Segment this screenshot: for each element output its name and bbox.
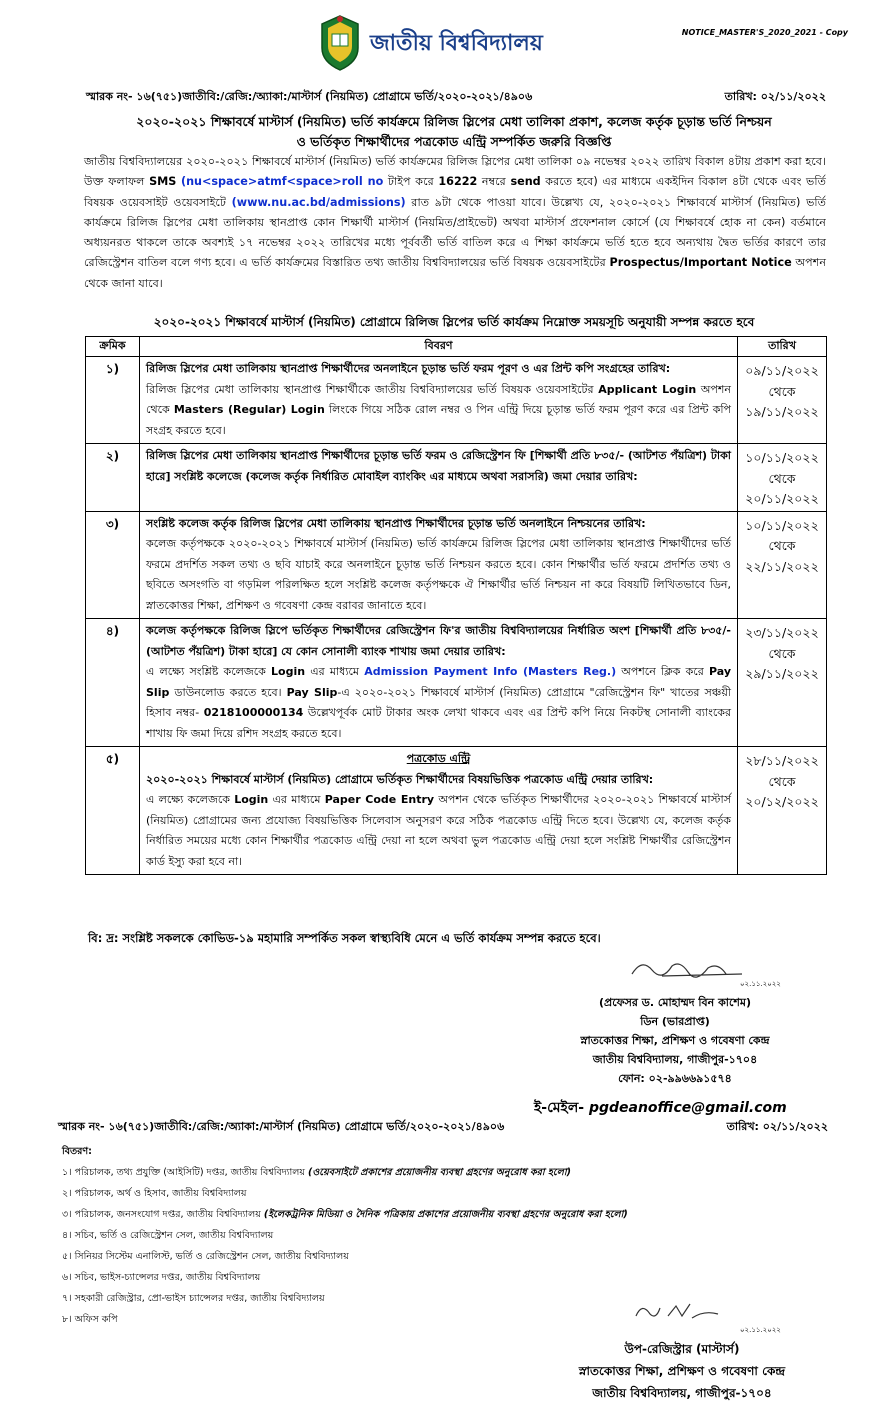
signature-date: ০২.১১.২০২২ (740, 980, 781, 988)
memo2-date: তারিখ: ০২/১১/২০২২ (726, 1120, 828, 1133)
body-text-4: করতে হবে) এর মাধ্যমে একইদিন বিকাল ৪টা থেকে এবং ভর্তি বিষয়ক ওয়েবসাইট ওয়েবসাইটে (84, 175, 826, 209)
signer-name: (প্রফেসর ড. মোহাম্মদ বিন কাশেম) (598, 996, 752, 1009)
table-row (86, 357, 827, 444)
prospectus-option: Prospectus/Important Notice (609, 256, 792, 270)
row-serial: ৩) (86, 511, 140, 619)
row-title: রিলিজ স্লিপের মেধা তালিকায় স্থানপ্রাপ্ত শিক্ষার্থীদের চূড়ান্ত ভর্তি ফরম ও রেজিস্ট্রেশন ফি [শিক্ষার্থী প্রতি ৮৩৫/- (আটশত পঁয়ত্রিশ) টাকা হারে] সংশ্লিষ্ট কলেজে (কলেজ কর্তৃক নির্ধারিত মোবাইল ব্যাংকিং এর মাধ্যমে অথবা সরাসরি) জমা দেয়ার তারিখ: (146, 449, 731, 483)
row-date-range: ১০/১১/২০২২ থেকে ২২/১১/২০২২ (738, 511, 827, 619)
signer-address: জাতীয় বিশ্ববিদ্যালয়, গাজীপুর-১৭০৪ (592, 1053, 758, 1066)
footnote: বি: দ্র: সংশ্লিষ্ট সকলকে কোভিড-১৯ মহামারি সম্পর্কিত সকল স্বাস্থ্যবিধি মেনে এ ভর্তি কার্যক্রম সম্পন্ন করতে হবে। (88, 931, 601, 945)
headline-line-1: ২০২০-২০২১ শিক্ষাবর্ষে মাস্টার্স (নিয়মিত) ভর্তি কার্যক্রমে রিলিজ স্লিপের মেধা তালিকা প্রকাশ, কলেজ কর্তৃক চূড়ান্ত ভর্তি নিশ্চয়ন (136, 114, 772, 129)
signer-block-2 (562, 1338, 802, 1404)
row-date-range: ১০/১১/২০২২ থেকে ২০/১১/২০২২ (738, 444, 827, 512)
account-number: 0218100000134 (203, 706, 304, 719)
row-detail: রিলিজ স্লিপের মেধা তালিকায় স্থানপ্রাপ্ত শিক্ষার্থীকে জাতীয় বিশ্ববিদ্যালয়ের ভর্তি বিষয়ক ওয়েবসাইটের Applicant Login অপশন থেকে Masters (Regular) Login লিংকে গিয়ে সঠিক রোল নম্বর ও পিন এন্ট্রি দিয়ে চূড়ান্ত ভর্তি ফরম পূরণ করে এর প্রিন্ট কপি সংগ্রহ করতে হবে। (146, 382, 731, 437)
schedule-title: ২০২০-২০২১ শিক্ষাবর্ষে মাস্টার্স (নিয়মিত) প্রোগ্রামে রিলিজ স্লিপের ভর্তি কার্যক্রম নিম্নোক্ত সময়সূচি অনুযায়ী সম্পন্ন করতে হবে (153, 315, 755, 329)
signature-image-2 (628, 1296, 728, 1326)
signer-block (560, 993, 790, 1088)
sms-code: (nu<space>atmf<space>roll no (180, 175, 384, 189)
signer2-address: জাতীয় বিশ্ববিদ্যালয়, গাজীপুর-১৭০৪ (592, 1386, 772, 1400)
notice-headline (76, 112, 832, 152)
document-code: NOTICE_MASTER'S_2020_2021 - Copy (681, 28, 848, 37)
row-description (140, 357, 738, 444)
memo-line-2 (58, 1118, 828, 1137)
email-address[interactable]: pgdeanoffice@gmail.com (588, 1100, 787, 1116)
signer-phone: ফোন: ০২-৯৯৬৬৯১৫৭৪ (618, 1072, 732, 1085)
row-date-range: ২৩/১১/২০২২ থেকে ২৯/১১/২০২২ (738, 619, 827, 747)
payment-info-option: Admission Payment Info (Masters Reg.) (364, 665, 617, 678)
body-text-6: অপশন থেকে জানা যাবে। (84, 256, 826, 290)
row-serial: ৫) (86, 747, 140, 875)
row-description (140, 444, 738, 512)
distribution-list (62, 1141, 628, 1330)
signer2-office: স্নাতকোত্তর শিক্ষা, প্রশিক্ষণ ও গবেষণা কেন্দ্র (578, 1364, 786, 1378)
row-description (140, 747, 738, 875)
signature-date-2: ০২.১১.২০২২ (740, 1326, 781, 1334)
list-item: ৭। সহকারী রেজিস্ট্রার, প্রো-ভাইস চ্যান্সেলর দপ্তর, জাতীয় বিশ্ববিদ্যালয় (62, 1293, 325, 1304)
university-logo (318, 14, 362, 72)
list-item: ৮। অফিস কপি (62, 1314, 118, 1325)
distribution-title: বিতরণ: (62, 1146, 92, 1157)
university-name: জাতীয় বিশ্ববিদ্যালয় (370, 31, 543, 56)
memo-line (86, 88, 826, 107)
send-label: send (510, 175, 541, 189)
row-serial: ৪) (86, 619, 140, 747)
list-item: ৩। পরিচালক, জনসংযোগ দপ্তর, জাতীয় বিশ্ববিদ্যালয় (ইলেকট্রনিক মিডিয়া ও দৈনিক পত্রিকায় প্রকাশের প্রয়োজনীয় ব্যবস্থা গ্রহণের অনুরোধ করা হলো) (62, 1209, 628, 1220)
row-detail: এ লক্ষ্যে কলেজকে Login এর মাধ্যমে Paper Code Entry অপশন থেকে ভর্তিকৃত শিক্ষার্থীদের ২০২০-২০২১ শিক্ষাবর্ষে মাস্টার্স (নিয়মিত) প্রোগ্রামের জন্য প্রযোজ্য বিষয়ভিত্তিক সিলেবাস অনুসরণ করে সঠিক পত্রকোড এন্ট্রি দিতে হবে। উল্লেখ্য যে, কলেজ কর্তৃক নির্ধারিত সময়ের মধ্যে কোন শিক্ষার্থীর পত্রকোড এন্ট্রি দেয়া না হলে অথবা ভুল পত্রকোড এন্ট্রি দেয়া হলে সংশ্লিষ্ট শিক্ষার্থীর রেজিস্ট্রেশন কার্ড ইস্যু করা হবে না। (146, 793, 731, 868)
email-line (534, 1096, 787, 1120)
body-text-5: রাত ৯টা থেকে পাওয়া যাবে। উল্লেখ্য যে, ২০২০-২০২১ শিক্ষাবর্ষে মাস্টার্স (নিয়মিত) ভর্তি কার্যক্রমে রিলিজ স্লিপের মেধা তালিকায় স্থানপ্রাপ্ত কোন শিক্ষার্থী মাস্টার্স (নিয়মিত/প্রাইভেট) অথবা মাস্টার্স প্রফেশনাল কোর্সে (যে শিক্ষাবর্ষে হোক না কেন) বর্তমানে অধ্যয়নরত থাকলে তাকে অবশ্যই ১৭ নভেম্বর ২০২২ তারিখের মধ্যে পূর্ববর্তী ভর্তি বাতিল করে এ শিক্ষা কার্যক্রমে ভর্তি হতে হবে অন্যথায় দ্বৈত ভর্তির কারণে তার রেজিস্ট্রেশন বাতিল বলে গণ্য হবে। এ ভর্তি কার্যক্রমের বিস্তারিত তথ্য জাতীয় বিশ্ববিদ্যালয়ের ভর্তি বিষয়ক ওয়েবসাইটের (84, 195, 826, 270)
row-detail: এ লক্ষ্যে সংশ্লিষ্ট কলেজকে Login এর মাধ্যমে Admission Payment Info (Masters Reg.) অপশনে ক্লিক করে Pay Slip ডাউনলোড করতে হবে। Pay Slip-এ ২০২০-২০২১ শিক্ষাবর্ষে মাস্টার্স (নিয়মিত) প্রোগ্রামে "রেজিস্ট্রেশন ফি" খাতের সঞ্চয়ী হিসাব নম্বর- 0218100000134 উল্লেখপূর্বক মোট টাকার অংক লেখা থাকবে এবং এর প্রিন্ট কপি নিয়ে নিকটস্থ সোনালী ব্যাংকের শাখায় ফি জমা দিয়ে রশিদ সংগ্রহ করতে হবে। (146, 665, 731, 740)
body-text-3: নম্বরে (477, 175, 511, 189)
row-date-range: ০৯/১১/২০২২ থেকে ১৯/১১/২০২২ (738, 357, 827, 444)
row-title: রিলিজ স্লিপের মেধা তালিকায় স্থানপ্রাপ্ত শিক্ষার্থীদের অনলাইনে চূড়ান্ত ভর্তি ফরম পূরণ ও এর প্রিন্ট কপি সংগ্রহের তারিখ: (146, 362, 671, 375)
table-row (86, 619, 827, 747)
row-serial: ১) (86, 357, 140, 444)
list-item: ৬। সচিব, ভাইস-চ্যান্সেলর দপ্তর, জাতীয় বিশ্ববিদ্যালয় (62, 1272, 261, 1283)
signer-title: ডিন (ভারপ্রাপ্ত) (640, 1015, 710, 1028)
list-item: ৫। সিনিয়র সিস্টেম এনালিস্ট, ভর্তি ও রেজিস্ট্রেশন সেল, জাতীয় বিশ্ববিদ্যালয় (62, 1251, 349, 1262)
row-title: সংশ্লিষ্ট কলেজ কর্তৃক রিলিজ স্লিপের মেধা তালিকায় স্থানপ্রাপ্ত শিক্ষার্থীদের চূড়ান্ত ভর্তি অনলাইনে নিশ্চয়নের তারিখ: (146, 516, 646, 530)
row-detail: কলেজ কর্তৃপক্ষকে ২০২০-২০২১ শিক্ষাবর্ষে মাস্টার্স (নিয়মিত) ভর্তি কার্যক্রমে রিলিজ স্লিপের মেধা তালিকায় স্থানপ্রাপ্ত শিক্ষার্থীদের ভর্তি ফরমে প্রদর্শিত সকল তথ্য ও ছবি যাচাই করে অনলাইনে চূড়ান্ত ভর্তি নিশ্চয়ন করতে হবে। কোন শিক্ষার্থীর ভর্তি ফরমে প্রদর্শিত তথ্য ও ছবিতে অসংগতি বা গড়মিল পরিলক্ষিত হলে সংশ্লিষ্ট কলেজ কর্তৃপক্ষকে ঐ শিক্ষার্থীর ভর্তি নিশ্চয়ন না করে বিষয়টি লিখিতভাবে ডিন, স্নাতকোত্তর শিক্ষা, প্রশিক্ষণ ও গবেষণা কেন্দ্র বরাবর জানাতে হবে। (146, 537, 731, 612)
header-date: তারিখ (738, 337, 827, 357)
table-header-row (86, 337, 827, 357)
sms-number: 16222 (438, 175, 478, 189)
row-heading: পত্রকোড এন্ট্রি (406, 752, 471, 765)
table-row (86, 511, 827, 619)
memo-reference: স্মারক নং- ১৬(৭৫১)জাতীবি:/রেজি:/অ্যাকা:/মাস্টার্স (নিয়মিত) প্রোগ্রামে ভর্তি/২০২০-২০২১/৪৯০৬ (86, 90, 533, 103)
header-description: বিবরণ (140, 337, 738, 357)
row-description (140, 511, 738, 619)
body-text-1: জাতীয় বিশ্ববিদ্যালয়ের ২০২০-২০২১ শিক্ষাবর্ষে মাস্টার্স (নিয়মিত) ভর্তি কার্যক্রমের রিলিজ স্লিপের মেধা তালিকা ০৯ নভেম্বর ২০২২ তারিখ বিকাল ৪টায় প্রকাশ করা হবে। উক্ত ফলাফল (84, 155, 826, 189)
notice-body (84, 152, 826, 294)
row-title: ২০২০-২০২১ শিক্ষাবর্ষে মাস্টার্স (নিয়মিত) প্রোগ্রামে ভর্তিকৃত শিক্ষার্থীদের বিষয়ভিত্তিক পত্রকোড এন্ট্রি দেয়ার তারিখ: (146, 772, 654, 786)
list-item: ৪। সচিব, ভর্তি ও রেজিস্ট্রেশন সেল, জাতীয় বিশ্ববিদ্যালয় (62, 1230, 274, 1241)
memo-date: তারিখ: ০২/১১/২০২২ (724, 90, 826, 103)
table-row (86, 444, 827, 512)
row-serial: ২) (86, 444, 140, 512)
list-item: ২। পরিচালক, অর্থ ও হিসাব, জাতীয় বিশ্ববিদ্যালয় (62, 1188, 247, 1199)
body-text-2: টাইপ করে (383, 175, 439, 189)
row-title: কলেজ কর্তৃপক্ষকে রিলিজ স্লিপে ভর্তিকৃত শিক্ষার্থীদের রেজিস্ট্রেশন ফি'র জাতীয় বিশ্ববিদ্যালয়ের নির্ধারিত অংশ [শিক্ষার্থী প্রতি ৮৩৫/- (আটশত পঁয়ত্রিশ) টাকা হারে] যে কোন সোনালী ব্যাংক শাখায় জমা দেয়ার তারিখ: (146, 624, 731, 658)
signer-office: স্নাতকোত্তর শিক্ষা, প্রশিক্ষণ ও গবেষণা কেন্দ্র (580, 1034, 770, 1047)
header-serial: ক্রমিক (86, 337, 140, 357)
email-label: ই-মেইল- (534, 1100, 589, 1116)
table-row (86, 747, 827, 875)
list-item: ১। পরিচালক, তথ্য প্রযুক্তি (আইসিটি) দপ্তর, জাতীয় বিশ্ববিদ্যালয় (ওয়েবসাইটে প্রকাশের প্রয়োজনীয় ব্যবস্থা গ্রহণের অনুরোধ করা হলো) (62, 1167, 571, 1178)
signer2-title: উপ-রেজিস্ট্রার (মাস্টার্স) (624, 1342, 740, 1356)
sms-label: SMS (149, 175, 177, 189)
admission-url[interactable]: (www.nu.ac.bd/admissions) (231, 195, 406, 209)
memo2-reference: স্মারক নং- ১৬(৭৫১)জাতীবি:/রেজি:/অ্যাকা:/মাস্টার্স (নিয়মিত) প্রোগ্রামে ভর্তি/২০২০-২০২১/৪৯০৬ (58, 1120, 505, 1133)
row-date-range: ২৮/১১/২০২২ থেকে ২০/১২/২০২২ (738, 747, 827, 875)
headline-line-2: ও ভর্তিকৃত শিক্ষার্থীদের পত্রকোড এন্ট্রি সম্পর্কিত জরুরি বিজ্ঞপ্তি (296, 134, 612, 149)
row-description (140, 619, 738, 747)
schedule-table (85, 336, 827, 875)
